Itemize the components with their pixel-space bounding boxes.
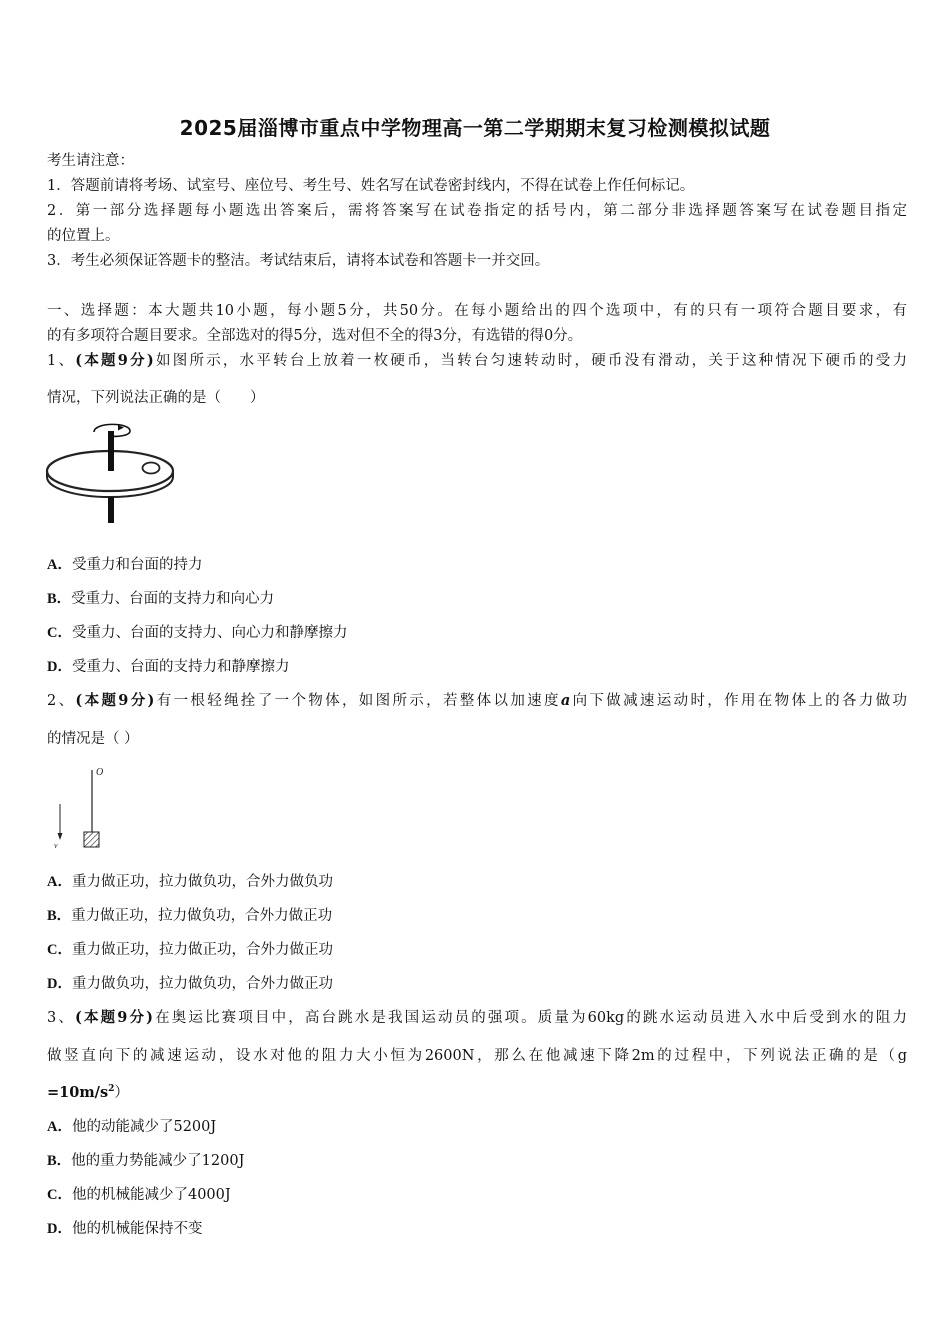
q3-number: 3、 (47, 1010, 75, 1026)
coin-shape (143, 463, 160, 474)
acceleration-symbol: a (560, 692, 571, 709)
velocity-label: v (54, 841, 58, 850)
q3-option-a: A．他的动能减少了5200J (47, 1119, 217, 1135)
notice-item-2: 2．第一部分选择题每小题选出答案后，需将答案写在试卷指定的括号内，第二部分非选择题答案写在试卷题目指定 (47, 203, 907, 219)
q1-option-c: C．受重力、台面的支持力、向心力和静摩擦力 (47, 625, 348, 641)
q2-option-a: A．重力做正功，拉力做负功，合外力做负功 (47, 874, 333, 890)
notice-item-1: 1．答题前请将考场、试室号、座位号、考生号、姓名写在试卷密封线内，不得在试卷上作任何标记。 (47, 178, 695, 194)
q1-option-d: D．受重力、台面的支持力和静摩擦力 (47, 659, 290, 675)
section-heading-line1: 一、选择题：本大题共10小题，每小题5分，共50分。在每小题给出的四个选项中，有的只有一项符合题目要求，有 (47, 303, 907, 319)
q3-option-c: C．他的机械能减少了4000J (47, 1187, 231, 1203)
page-title: 2025届淄博市重点中学物理高一第二学期期末复习检测模拟试题 (179, 116, 771, 140)
q1-number: 1、 (47, 353, 76, 369)
rope-object-figure (50, 762, 116, 852)
q3-stem-line2: 做竖直向下的减速运动，设水对他的阻力大小恒为2600N，那么在他减速下降2m的过程中，下列说法正确的是（g (47, 1048, 907, 1064)
q2-option-c: C．重力做正功，拉力做正功，合外力做正功 (47, 942, 333, 958)
q3-option-b: B．他的重力势能减少了1200J (47, 1153, 245, 1169)
q2-score: (本题9分) (75, 692, 155, 709)
q2-number: 2、 (47, 693, 76, 709)
q1-stem-text: 如图所示，水平转台上放着一枚硬币，当转台匀速转动时，硬币没有滑动，关于这种情况下硬币的受力 (153, 353, 908, 369)
q1-option-a: A．受重力和台面的持力 (47, 557, 203, 573)
section-heading-line2: 的有多项符合题目要求。全部选对的得5分，选对但不全的得3分，有选错的得0分。 (47, 328, 583, 344)
q2-option-b: B．重力做正功，拉力做负功，合外力做正功 (47, 908, 333, 924)
point-o-label: O (96, 767, 104, 778)
q2-stem-line2: 的情况是（ ） (47, 731, 139, 747)
notice-item-2-cont: 的位置上。 (47, 228, 120, 244)
q1-stem-line1 (47, 351, 907, 371)
q2-stem-line1: 2、(本题9分)有一根轻绳拴了一个物体，如图所示，若整体以加速度a向下做减速运动时，作用在物体上的各力做功 (47, 692, 907, 709)
object-block (84, 832, 99, 847)
q3-score: (本题9分) (75, 1009, 153, 1026)
q2-option-d: D．重力做负功，拉力做负功，合外力做正功 (47, 976, 333, 992)
q3-option-d: D．他的机械能保持不变 (47, 1221, 203, 1237)
rotation-axis-lower (108, 497, 114, 523)
notice-heading: 考生请注意： (47, 153, 134, 169)
q1-stem-line2: 情况，下列说法正确的是（ ） (47, 390, 265, 406)
q3-stem-line3: $=10m/s^2$） (47, 1084, 129, 1101)
notice-item-3: 3．考生必须保证答题卡的整洁。考试结束后，请将本试卷和答题卡一并交回。 (47, 253, 550, 269)
q3-stem-line1: 3、(本题9分)在奥运比赛项目中，高台跳水是我国运动员的强项。质量为60kg的跳水运动员进入水中后受到水的阻力 (47, 1009, 908, 1026)
turntable-figure (44, 418, 176, 526)
q1-score: (本题9分) (75, 352, 154, 369)
q1-option-b: B．受重力、台面的支持力和向心力 (47, 591, 275, 607)
